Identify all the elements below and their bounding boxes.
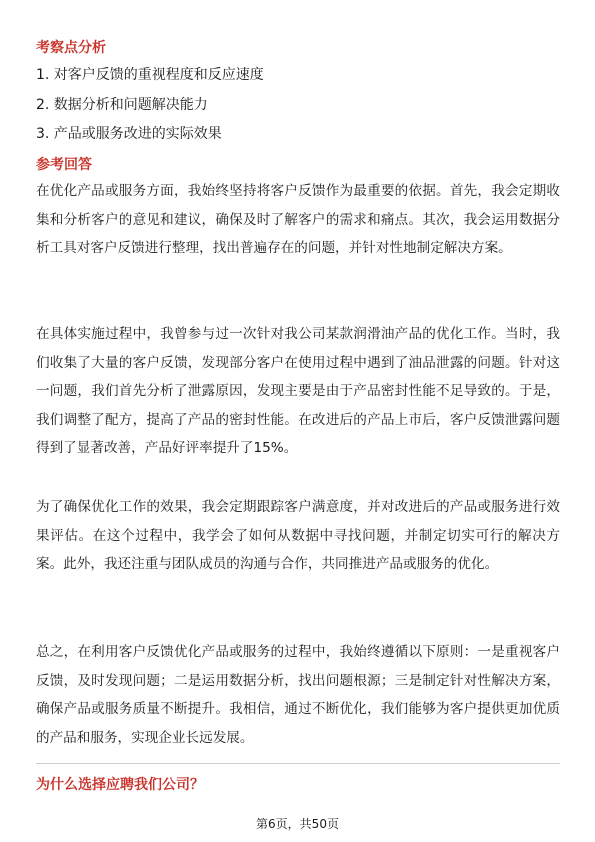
answer-paragraph-2: 在具体实施过程中，我曾参与过一次针对我公司某款润滑油产品的优化工作。当时，我们收集了大量的客户反馈，发现部分客户在使用过程中遇到了油品泄露的问题。针对这一问题，我们首先分析了泄露原因，发现主要是由于产品密封性能不足导致的。于是，我们调整了配方，提高了产品的密封性能。在改进后的产品上市后，客户反馈泄露问题得到了显著改善，产品好评率提升了15%。 (36, 326, 560, 456)
section-divider (36, 763, 560, 764)
analysis-heading: 考察点分析 (36, 40, 106, 56)
answer-heading: 参考回答 (36, 157, 92, 173)
next-question-heading: 为什么选择应聘我们公司？ (36, 777, 204, 793)
answer-paragraph-3: 为了确保优化工作的效果，我会定期跟踪客户满意度，并对改进后的产品或服务进行效果评估。在这个过程中，我学会了如何从数据中寻找问题，并制定切实可行的解决方案。此外，我还注重与团队成员的沟通与合作，共同推进产品或服务的优化。 (36, 499, 560, 572)
analysis-item-1: 1. 对客户反馈的重视程度和反应速度 (36, 67, 264, 83)
answer-paragraph-4: 总之，在利用客户反馈优化产品或服务的过程中，我始终遵循以下原则：一是重视客户反馈，及时发现问题；二是运用数据分析，找出问题根源；三是制定针对性解决方案，确保产品或服务质量不断提升。我相信，通过不断优化，我们能够为客户提供更加优质的产品和服务，实现企业长远发展。 (36, 644, 560, 746)
answer-paragraph-1: 在优化产品或服务方面，我始终坚持将客户反馈作为最重要的依据。首先，我会定期收集和分析客户的意见和建议，确保及时了解客户的需求和痛点。其次，我会运用数据分析工具对客户反馈进行整理，找出普遍存在的问题，并针对性地制定解决方案。 (36, 183, 560, 256)
analysis-item-2: 2. 数据分析和问题解决能力 (36, 97, 208, 113)
page-number: 第6页，共50页 (256, 817, 339, 831)
analysis-item-3: 3. 产品或服务改进的实际效果 (36, 126, 222, 142)
